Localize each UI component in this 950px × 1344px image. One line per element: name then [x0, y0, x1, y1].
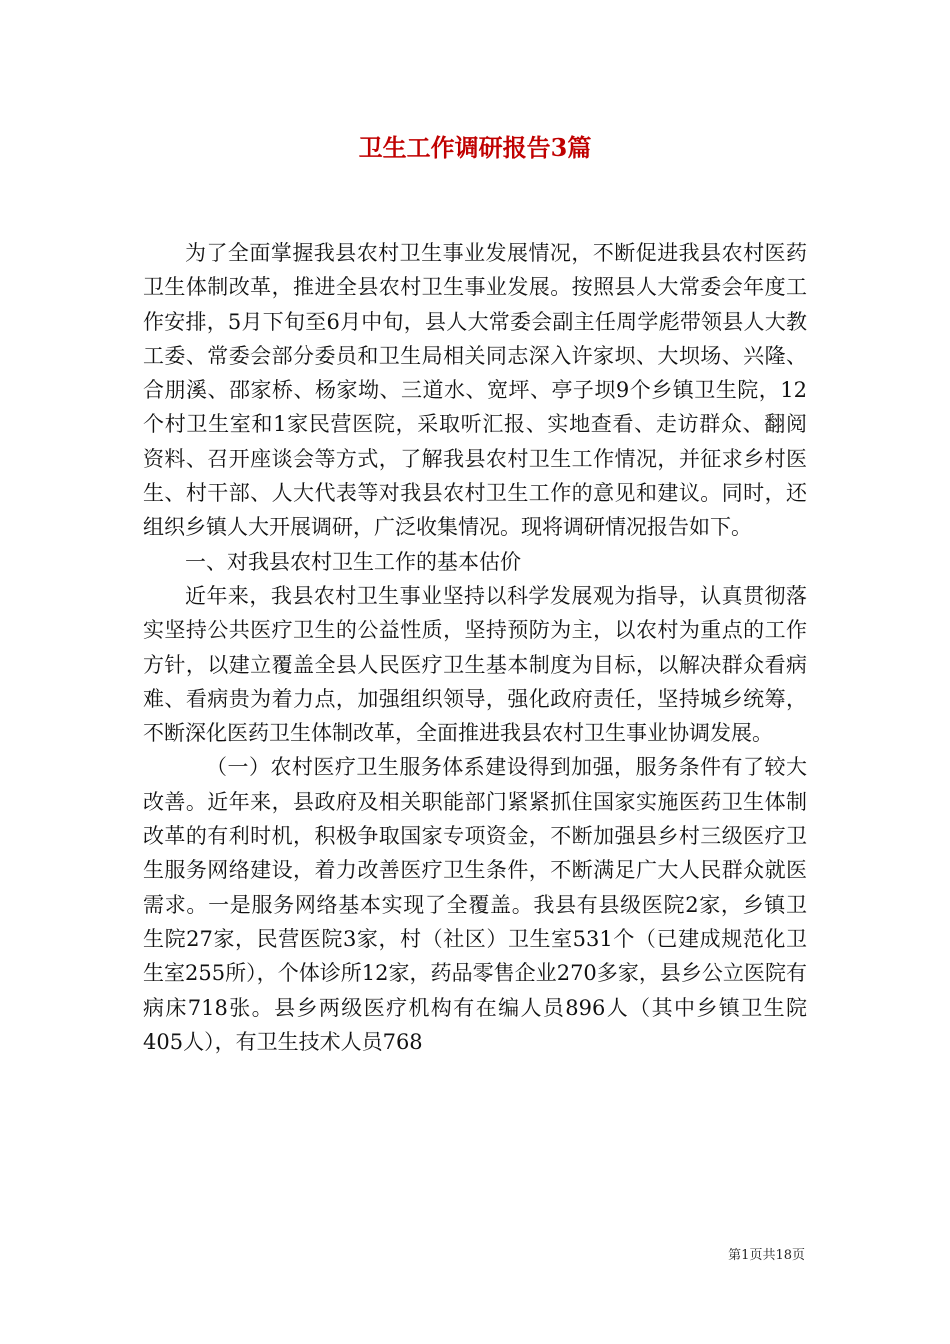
paragraph-intro: 为了全面掌握我县农村卫生事业发展情况，不断促进我县农村医药卫生体制改革，推进全县农村卫生事业发展。按照县人大常委会年度工作安排，5月下旬至6月中旬，县人大常委会副主任周学彪带领县人大教工委、常委会部分委员和卫生局相关同志深入许家坝、大坝场、兴隆、合朋溪、邵家桥、杨家坳、三道水、宽坪、亭子坝9个乡镇卫生院，12个村卫生室和1家民营医院，采取听汇报、实地查看、走访群众、翻阅资料、召开座谈会等方式，了解我县农村卫生工作情况，并征求乡村医生、村干部、人大代表等对我县农村卫生工作的意见和建议。同时，还组织乡镇人大开展调研，广泛收集情况。现将调研情况报告如下。 [143, 241, 807, 540]
section-heading-1: 一、对我县农村卫生工作的基本估价 [185, 549, 521, 574]
paragraph-overview: 近年来，我县农村卫生事业坚持以科学发展观为指导，认真贯彻落实坚持公共医疗卫生的公益性质，坚持预防为主，以农村为重点的工作方针，以建立覆盖全县人民医疗卫生基本制度为目标，以解决群众看病难、看病贵为着力点，加强组织领导，强化政府责任，坚持城乡统筹，不断深化医药卫生体制改革，全面推进我县农村卫生事业协调发展。 [143, 583, 807, 746]
document-title: 卫生工作调研报告3篇 [358, 133, 592, 162]
page-number: 第1页共18页 [728, 1248, 805, 1263]
document-body [143, 236, 807, 1059]
paragraph-subsection-1: （一）农村医疗卫生服务体系建设得到加强，服务条件有了较大改善。近年来，县政府及相关职能部门紧紧抓住国家实施医药卫生体制改革的有利时机，积极争取国家专项资金，不断加强县乡村三级医疗卫生服务网络建设，着力改善医疗卫生条件，不断满足广大人民群众就医需求。一是服务网络基本实现了全覆盖。我县有县级医院2家，乡镇卫生院27家，民营医院3家，村（社区）卫生室531个（已建成规范化卫生室255所），个体诊所12家，药品零售企业270多家，县乡公立医院有病床718张。县乡两级医疗机构有在编人员896人（其中乡镇卫生院405人），有卫生技术人员768 [143, 755, 807, 1054]
